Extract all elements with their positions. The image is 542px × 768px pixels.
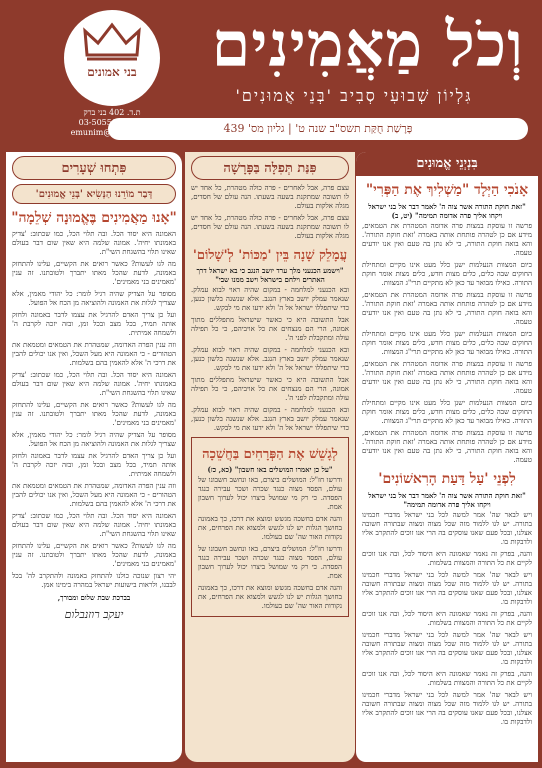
right-column-tab: בִּנְיְנֵי אֱמוּנִים [356, 152, 538, 176]
right-quote-1: "זאת חוקת התורה אשר צוה ה' לאמר דבר אל בני ישראל ויקחו אליך פרה אדומה תמימה" (יט, ב) [368, 202, 526, 220]
paragraph: אבל התשובה היא כי כאשר שישראל מתפללים מתוך אמונה, הרי הם מנצחים את כל אויביהם, כי כל תפילה עולה ומתקבלת לפני ה'. [191, 376, 349, 402]
paragraph: פרשה זו עוסקת במצות פרה אדומה המטהרת את הטמאים, מידע אם כן לטהרה פותחת אותה באמרה 'זאת חוקת התורה'. והא בואה חוקת התורה, כי לא נתן בה טעם ואין אנו יודעים טעמה. [362, 360, 532, 395]
right-quote-2: "זאת חוקת התורה אשר צוה ה' לאמר דבר אל בני ישראל ויקחו אליך פרה אדומה תמימה" [368, 491, 526, 509]
organization-logo [64, 10, 160, 106]
paragraph: והנה, בפרק זה נאמר שאמונה היא היסוד לכל, ובה אנו זוכים לקיים את כל התורה והמצוות בשלמות. [362, 550, 532, 567]
paragraph: עצם פרה, אבל לאחרים - פרה כולה מטהרת, כל אחד יש לו תשובה שמתקנת בשעה בשעתו. הנה עולם של חסדים, מגלה אלקות בעולם. [191, 184, 349, 210]
logo-name: בני אמונים [87, 65, 137, 79]
paragraph: ועל כן צריך האדם להרגיל את עצמו לדבר באמונה ולחזק אותה תמיד, בכל מצב ובכל זמן, ובזה יזכה לקרבת ה' ולשמחה אמיתית. [12, 311, 176, 337]
mid-body-3 [192, 476, 348, 611]
paragraph: פרשה זו עוסקת במצות פרה אדומה המטהרת את הטמאים, מידע אם כן לטהרה פותחת אותה באמרה 'זאת חוקת התורה'. והא בואה חוקת התורה, כי לא נתן בה טעם ואין אנו יודעים טעמה. [362, 429, 532, 464]
paragraph: כיום המצוות הנעלמות ישנן כלל מעט אינו מקיים ומתחילת החוקים שבה כלים, כלים מצות חדש, כלים מצות אומר חוקת התורה. כאילו מבואר עד כאן לא מתקיים תרי"ג המצוות. [362, 399, 532, 425]
left-column [6, 152, 182, 762]
paragraph: וזה ענין הפרה האדומה, שמטהרת את הטמאים ומטמאת את הטהורים - כי האמונה היא מעל השכל, ואין אנו יכולים להבין את דרכי ה' אלא להאמין בהם בשלמות. [12, 482, 176, 508]
right-heading-2: לִפְנֵי 'עַל דַּעַת הָרִאשׁוֹנִים' [378, 471, 516, 487]
paragraph: ודרשו חז"ל: המושלים ביצרם, באו ונחשב חשבונו של עולם, הפסד מצוה כנגד שכרה ושכר עבירה כנגד הפסדה. כי רק מי שמושל ביצרו יכול לערוך חשבון אמת. [198, 545, 342, 580]
crown-icon [81, 21, 143, 61]
masthead-subtitle: גִּלְיוֹן שְׁבוּעִי סְבִיב 'בְּנֵי אֲמוּנִים' [235, 86, 473, 105]
paragraph: האמונה היא יסוד הכל. ובה תלוי הכל, כמו שכתוב: 'צדיק באמונתו יחיה'. אמונה שלמה היא שאין שום דבר בעולם שאינו תלוי בהשגחת השי"ת. [12, 230, 176, 256]
left-column-tab: פִּתְחוּ שְׁעָרִים [12, 156, 176, 180]
closing-line: בברכת שבת שלום ומבורך, [57, 593, 131, 602]
left-heading-1: "אָנוּ מַאֲמִינִים בֶּאֱמוּנָה שְׁלֵמָה" [11, 210, 177, 226]
paragraph: והנה אדם בחשכה מגשש ומוצא את דרכו, כך באמונה בחושך הגלות יש לנו לגשש ולמצוא את הפרחים, את נקודות האור שה' שם בעולמו. [198, 515, 342, 541]
contact-address: ת.ד. 402 בני ברק [83, 108, 141, 117]
mid-quote-1: "וישמע הכנעני מלך ערד יושב הנגב כי בא ישראל דרך האתרים וילחם בישראל וישב ממנו שבי" [196, 266, 344, 284]
left-column-subtitle: דְּבַר מוֹרֵנוּ הַנְּשִׂיא 'בְּנֵי אֱמוּנִים' [12, 184, 176, 204]
paragraph: והנה, בפרק זה נאמר שאמונה היא היסוד לכל, ובה אנו זוכים לקיים את כל התורה והמצוות בשלמות. [362, 670, 532, 687]
paragraph: ודרשו חז"ל: המושלים ביצרם, באו ונחשב חשבונו של עולם, הפסד מצוה כנגד שכרה ושכר עבירה כנגד הפסדה. כי רק מי שמושל ביצרו יכול לערוך חשבון אמת. [198, 476, 342, 511]
paragraph: מסופר על הצדיק שהיה רגיל לומר: כל יהודי מאמין, אלא שצריך לגלות את האמונה ולהוציאה מן הכח אל הפועל. [12, 431, 176, 448]
paragraph: ויש לבאר שה' אמר למשה לכל בני ישראל מדברי חכמינו בתורה. יש לנו ללמוד מזה שכל מצוה ומצוה שבתורה חשובה אצלנו, ובכל פעם שאנו עוסקים בה הרי אנו זוכים להתקרב אליו ולדבקות בו. [362, 691, 532, 726]
paragraph: פרשה זו עוסקת במצות פרה אדומה המטהרת את הטמאים, מידע אם כן לטהרה פותחת אותה באמרה 'זאת חוקת התורה'. והא בואה חוקת התורה, כי לא נתן בה טעם ואין אנו יודעים טעמה. [362, 222, 532, 257]
paragraph: מסופר על הצדיק שהיה רגיל לומר: כל יהודי מאמין, אלא שצריך לגלות את האמונה ולהוציאה מן הכח אל הפועל. [12, 290, 176, 307]
signature: יעקב רוזנבלום [64, 608, 124, 621]
paragraph: ויש לבאר שה' אמר למשה לכל בני ישראל מדברי חכמינו בתורה. יש לנו ללמוד מזה שכל מצוה ומצוה שבתורה חשובה אצלנו, ובכל פעם שאנו עוסקים בה הרי אנו זוכים להתקרב אליו ולדבקות בו. [362, 511, 532, 546]
right-heading-1: אָנֹכִי הַיְּלָד "מַשְׁלִיךְ אֶת הַפְּרִי" [365, 182, 529, 198]
paragraph: כיום המצוות הנעלמות ישנן כלל מעט אינו מקיים ומתחילת החוקים שבה כלים, כלים מצות חדש, כלים מצות אומר חוקת התורה. כאילו מבואר עד כאן לא מתקיים תרי"ג המצוות. [362, 330, 532, 356]
left-body [6, 230, 182, 590]
paragraph: מה לגו לעשות? כאשר רואים את הקשיים, עלינו להתחזק באמונה, לדעת שהכל מאתו יתברך ולטובתנו. זה ענין 'מאמינים בני מאמינים'. [12, 260, 176, 286]
mid-body-1 [185, 184, 355, 241]
paragraph: ובא הכנעני למלחמה - במקום שהיה ראוי לבוא עמלק. שנאמר עמלק יושב בארץ הנגב. אלא שנשנה בלשון כנען, כדי שיתפללו ישראל אל ה' ולא ידעו את מי לבקש. [191, 286, 349, 312]
paragraph: ויש לבאר שה' אמר למשה לכל בני ישראל מדברי חכמינו בתורה. יש לנו ללמוד מזה שכל מצוה ומצוה שבתורה חשובה אצלנו, ובכל פעם שאנו עוסקים בה הרי אנו זוכים להתקרב אליו ולדבקות בו. [362, 571, 532, 606]
mid-quote-2: "על כן יאמרו המושלים באו חשבון" (כא, כז) [207, 465, 333, 474]
paragraph: יהי רצון שנזכה כולנו להתחזק באמונה ולהתקרב לה' בכל לבבנו, ולראות בישועות ישראל במהרה בימינו אמן. [12, 572, 176, 589]
paragraph: וזה ענין הפרה האדומה, שמטהרת את הטמאים ומטמאת את הטהורים - כי האמונה היא מעל השכל, ואין אנו יכולים להבין את דרכי ה' אלא להאמין בהם בשלמות. [12, 341, 176, 367]
paragraph: אבל התשובה היא כי כאשר שישראל מתפללים מתוך אמונה, הרי הם מנצחים את כל אויביהם, כי כל תפילה עולה ומתקבלת לפני ה'. [191, 316, 349, 342]
paragraph: ועל כן צריך האדם להרגיל את עצמו לדבר באמונה ולחזק אותה תמיד, בכל מצב ובכל זמן, ובזה יזכה לקרבת ה' ולשמחה אמיתית. [12, 452, 176, 478]
right-body-1 [356, 222, 538, 465]
paragraph: ויש לבאר שה' אמר למשה לכל בני ישראל מדברי חכמינו בתורה. יש לנו ללמוד מזה שכל מצוה ומצוה שבתורה חשובה אצלנו, ובכל פעם שאנו עוסקים בה הרי אנו זוכים להתקרב אליו ולדבקות בו. [362, 631, 532, 666]
mid-heading-2: לְגָשֵׁשׁ אֶת הַפְּרָחִים בַּחֲשֵׁכָה [202, 447, 338, 462]
contact-email: emunim@gmail.com [70, 128, 154, 137]
issue-info-bar: פָּרָשַׁת חֻקַּת תשס"ב שנה ט' | גליון מס' 439 [108, 118, 528, 140]
paragraph: כיום המצוות הנעלמות ישנן כלל מעט אינו מקיים ומתחילת החוקים שבה כלים, כלים מצות חדש, כלים מצות אומר חוקת התורה. כאילו מבואר עד כאן לא מתקיים תרי"ג המצוות. [362, 261, 532, 287]
mid-boxed-section [191, 437, 349, 617]
paragraph: והנה אדם בחשכה מגשש ומוצא את דרכו, כך באמונה בחושך הגלות יש לנו לגשש ולמצוא את הפרחים, את נקודות האור שה' שם בעולמו. [198, 584, 342, 610]
contact-fax: פקס: 03-5055049 [78, 118, 146, 127]
paragraph: ובא הכנעני למלחמה - במקום שהיה ראוי לבוא עמלק. שנאמר עמלק יושב בארץ הנגב. אלא שנשנה בלשון כנען, כדי שיתפללו ישראל אל ה' ולא ידעו את מי לבקש. [191, 346, 349, 372]
middle-column [185, 152, 355, 762]
paragraph: ובא הכנעני למלחמה - במקום שהיה ראוי לבוא עמלק. שנאמר עמלק יושב בארץ הנגב. אלא שנשנה בלשון כנען, כדי שיתפללו ישראל אל ה' ולא ידעו את מי לבקש. [191, 406, 349, 432]
paragraph: מה לגו לעשות? כאשר רואים את הקשיים, עלינו להתחזק באמונה, לדעת שהכל מאתו יתברך ולטובתנו. זה ענין 'מאמינים בני מאמינים'. [12, 401, 176, 427]
mid-body-2 [185, 286, 355, 433]
mid-heading-1: עֲמָלֵק שָׁנָה בֵּין 'מַכּוֹת' לְ'שָׁלוֹם' [192, 248, 348, 263]
middle-column-tab: פִּנַּת תְּפִלָּה בַּפָּרָשָׁה [191, 156, 349, 180]
paragraph: פרשה זו עוסקת במצות פרה אדומה המטהרת את הטמאים, מידע אם כן לטהרה פותחת אותה באמרה 'זאת חוקת התורה'. והא בואה חוקת התורה, כי לא נתן בה טעם ואין אנו יודעים טעמה. [362, 291, 532, 326]
paragraph: עצם פרה, אבל לאחרים - פרה כולה מטהרת, כל אחד יש לו תשובה שמתקנת בשעה בשעתו. הנה עולם של חסדים, מגלה אלקות בעולם. [191, 214, 349, 240]
paragraph: האמונה היא יסוד הכל. ובה תלוי הכל, כמו שכתוב: 'צדיק באמונתו יחיה'. אמונה שלמה היא שאין שום דבר בעולם שאינו תלוי בהשגחת השי"ת. [12, 512, 176, 538]
masthead [0, 0, 542, 150]
paragraph: האמונה היא יסוד הכל. ובה תלוי הכל, כמו שכתוב: 'צדיק באמונתו יחיה'. אמונה שלמה היא שאין שום דבר בעולם שאינו תלוי בהשגחת השי"ת. [12, 371, 176, 397]
right-column [356, 152, 538, 762]
paragraph: והנה, בפרק זה נאמר שאמונה היא היסוד לכל, ובה אנו זוכים לקיים את כל התורה והמצוות בשלמות. [362, 610, 532, 627]
contact-info [60, 108, 164, 138]
masthead-title: וְכֹל מַאֲמִינִים [211, 8, 524, 81]
paragraph: מה לגו לעשות? כאשר רואים את הקשיים, עלינו להתחזק באמונה, לדעת שהכל מאתו יתברך ולטובתנו. זה ענין 'מאמינים בני מאמינים'. [12, 542, 176, 568]
right-body-2 [356, 511, 538, 727]
